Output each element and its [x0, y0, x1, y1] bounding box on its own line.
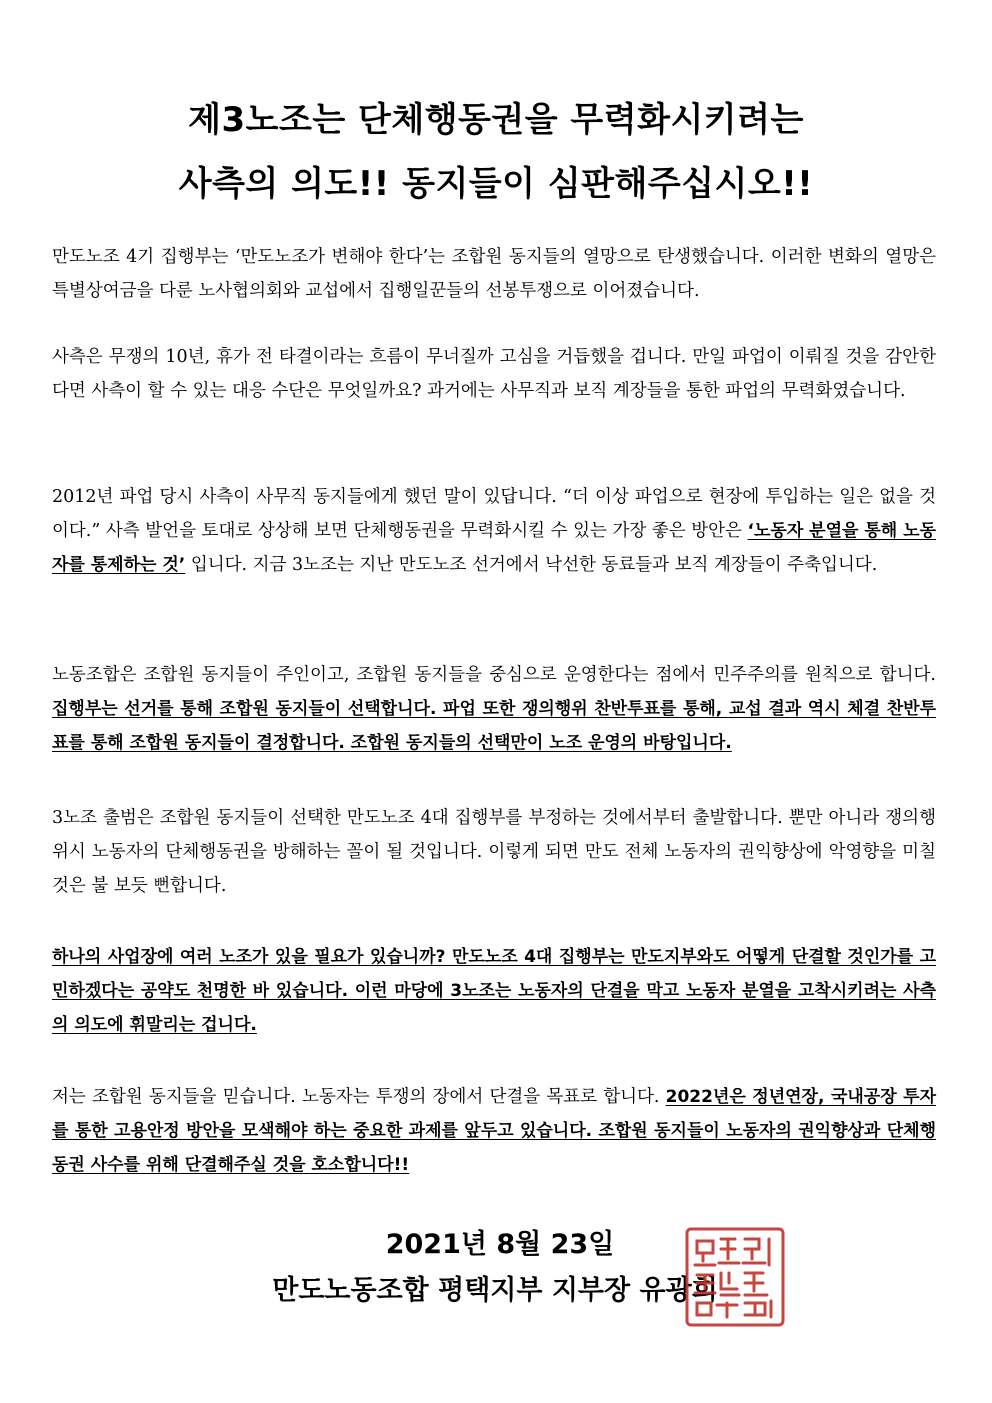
- title-line-2: 사측의 의도!! 동지들이 심판해주십시오!!: [178, 164, 814, 204]
- title-line-1: 제3노조는 단체행동권을 무력화시키려는: [188, 100, 804, 140]
- paragraph-4-text: 노동조합은 조합원 동지들이 주인이고, 조합원 동지들을 중심으로 운영한다는 점에서 민주주의를 원칙으로 합니다.: [52, 665, 936, 685]
- paragraph-2: 사측은 무쟁의 10년, 휴가 전 타결이라는 흐름이 무너질까 고심을 거듭했을 겁니다. 만일 파업이 이뤄질 것을 감안한다면 사측이 할 수 있는 대응 수단은 무엇일까요? 과거에는 사무직과 보직 계장들을 통한 파업의 무력화였습니다.: [52, 347, 936, 401]
- paragraph-3: [52, 480, 936, 582]
- paragraph-7-text: 저는 조합원 동지들을 믿습니다. 노동자는 투쟁의 장에서 단결을 목표로 합니다.: [52, 1087, 666, 1107]
- paragraph-3-text-a: 2012년 파업 당시 사측이 사무직 동지들에게 했던 말이 있답니다. “더 이상 파업으로 현장에 투입하는 일은 없을 것이다.” 사측 발언을 토대로 상상해 보면 단체행동권을 무력화시킬 수 있는 가장 좋은 방안은: [52, 487, 936, 541]
- paragraph-6: [52, 940, 936, 1042]
- union-seal-icon: [683, 1225, 787, 1329]
- paragraph-7: [52, 1080, 936, 1182]
- paragraph-3-emphasis: ‘노동자 분열을 통해 노동자를 통제하는 것’: [52, 521, 936, 575]
- paragraph-3-text-b: 입니다. 지금 3노조는 지난 만도노조 선거에서 낙선한 동료들과 보직 계장들이 주축입니다.: [185, 555, 878, 575]
- paragraph-6-emphasis: 하나의 사업장에 여러 노조가 있을 필요가 있습니까? 만도노조 4대 집행부는 만도지부와도 어떻게 단결할 것인가를 고민하겠다는 공약도 천명한 바 있습니다. 이런 마당에 3노조는 노동자의 단결을 막고 노동자 분열을 고착시키려는 사측의 의도에 휘말리는 겁니다.: [52, 947, 936, 1035]
- paragraph-7-emphasis: 2022년은 정년연장, 국내공장 투자를 통한 고용안정 방안을 모색해야 하는 중요한 과제를 앞두고 있습니다. 조합원 동지들이 노동자의 권익향상과 단체행동권 사수를 위해 단결해주실 것을 호소합니다!!: [52, 1087, 936, 1175]
- paragraph-5: 3노조 출범은 조합원 동지들이 선택한 만도노조 4대 집행부를 부정하는 것에서부터 출발합니다. 뿐만 아니라 쟁의행위시 노동자의 단체행동권을 방해하는 꼴이 될 것입니다. 이렇게 되면 만도 전체 노동자의 권익향상에 악영향을 미칠 것은 불 보듯 뻔합니다.: [52, 808, 936, 896]
- signature-line: 만도노동조합 평택지부 지부장 유광희: [272, 1275, 718, 1306]
- paragraph-4-emphasis: 집행부는 선거를 통해 조합원 동지들이 선택합니다. 파업 또한 쟁의행위 찬반투표를 통해, 교섭 결과 역시 체결 찬반투표를 통해 조합원 동지들이 결정합니다. 조합원 동지들의 선택만이 노조 운영의 바탕입니다.: [52, 699, 936, 753]
- document-date: 2021년 8월 23일: [385, 1229, 615, 1260]
- paragraph-4: [52, 658, 936, 760]
- paragraph-1: 만도노조 4기 집행부는 ‘만도노조가 변해야 한다’는 조합원 동지들의 열망으로 탄생했습니다. 이러한 변화의 열망은 특별상여금을 다룬 노사협의회와 교섭에서 집행일꾼들의 선봉투쟁으로 이어졌습니다.: [52, 247, 936, 301]
